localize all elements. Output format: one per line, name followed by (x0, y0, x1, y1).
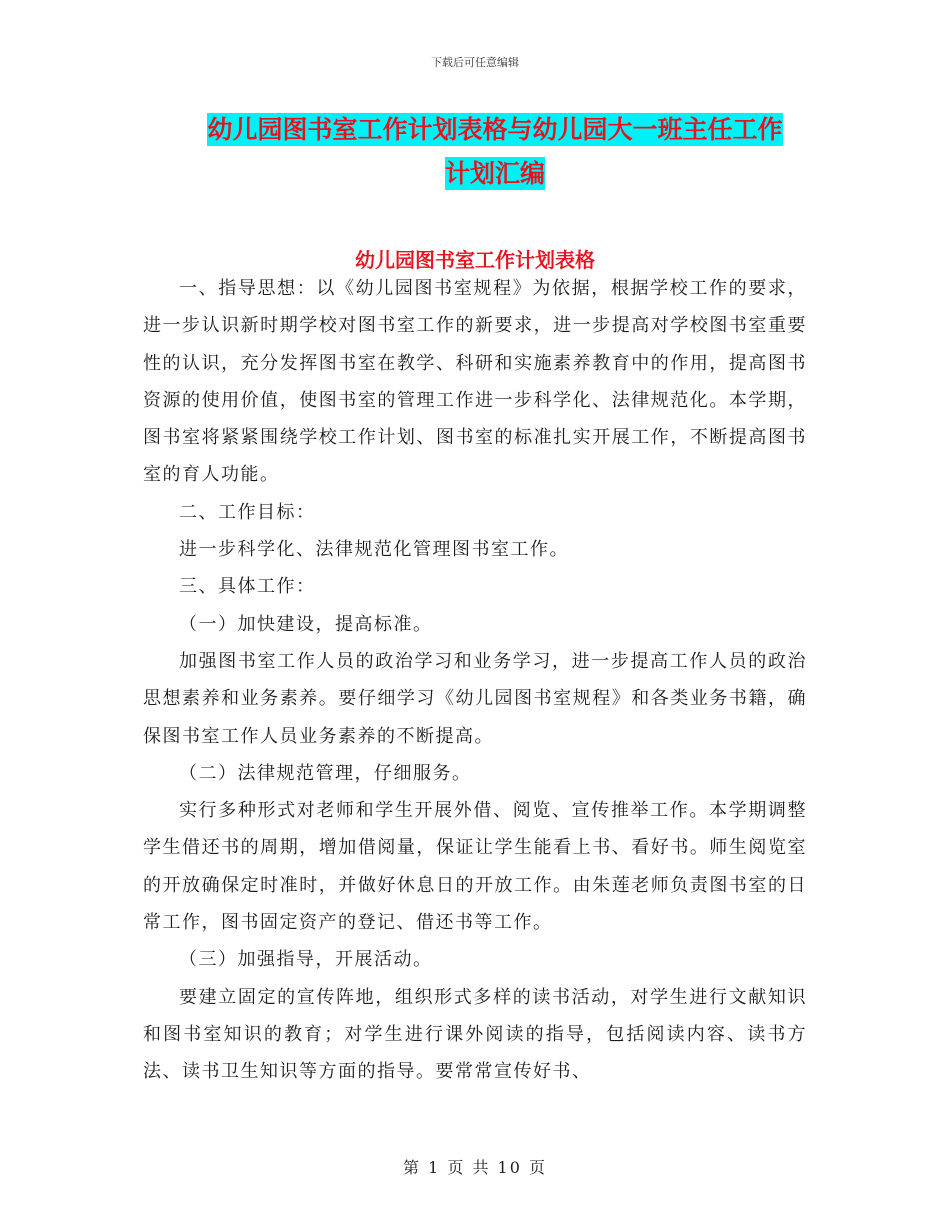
paragraph: 三、具体工作： (179, 576, 316, 598)
page-number-footer: 第 1 页 共 10 页 (403, 1158, 547, 1177)
paragraph: （三）加强指导，开展活动。 (179, 949, 433, 971)
document-title-line-1: 幼儿园图书室工作计划表格与幼儿园大一班主任工作 (207, 115, 783, 144)
paragraph: 一、指导思想：以《幼儿园图书室规程》为依据，根据学校工作的要求，进一步认识新时期学校对图书室工作的新要求，进一步提高对学校图书室重要性的认识，充分发挥图书室在教学、科研和实施素养教育中的作用，提高图书资源的使用价值，使图书室的管理工作进一步科学化、法律规范化。本学期，图书室将紧紧围绕学校工作计划、图书室的标准扎实开展工作，不断提高图书室的育人功能。 (143, 278, 807, 486)
document-title-line-2: 计划汇编 (444, 159, 545, 188)
paragraph: 要建立固定的宣传阵地，组织形式多样的读书活动，对学生进行文献知识和图书室知识的教育；对学生进行课外阅读的指导，包括阅读内容、读书方法、读书卫生知识等方面的指导。要常常宣传好书、 (143, 986, 807, 1083)
section-title: 幼儿园图书室工作计划表格 (355, 248, 595, 272)
document-body (143, 270, 807, 1091)
paragraph: （二）法律规范管理，仔细服务。 (179, 762, 472, 784)
document-title (150, 108, 840, 196)
paragraph: 二、工作目标： (179, 501, 316, 523)
paragraph: 实行多种形式对老师和学生开展外借、阅览、宣传推举工作。本学期调整学生借还书的周期，增加借阅量，保证让学生能看上书、看好书。师生阅览室的开放确保定时准时，并做好休息日的开放工作。由朱莲老师负责图书室的日常工作，图书固定资产的登记、借还书等工作。 (143, 800, 807, 934)
paragraph: （一）加快建设，提高标准。 (179, 613, 433, 635)
paragraph: 进一步科学化、法律规范化管理图书室工作。 (179, 539, 569, 561)
paragraph: 加强图书室工作人员的政治学习和业务学习，进一步提高工作人员的政治思想素养和业务素养。要仔细学习《幼儿园图书室规程》和各类业务书籍，确保图书室工作人员业务素养的不断提高。 (143, 650, 807, 747)
header-note: 下载后可任意编辑 (431, 56, 519, 69)
